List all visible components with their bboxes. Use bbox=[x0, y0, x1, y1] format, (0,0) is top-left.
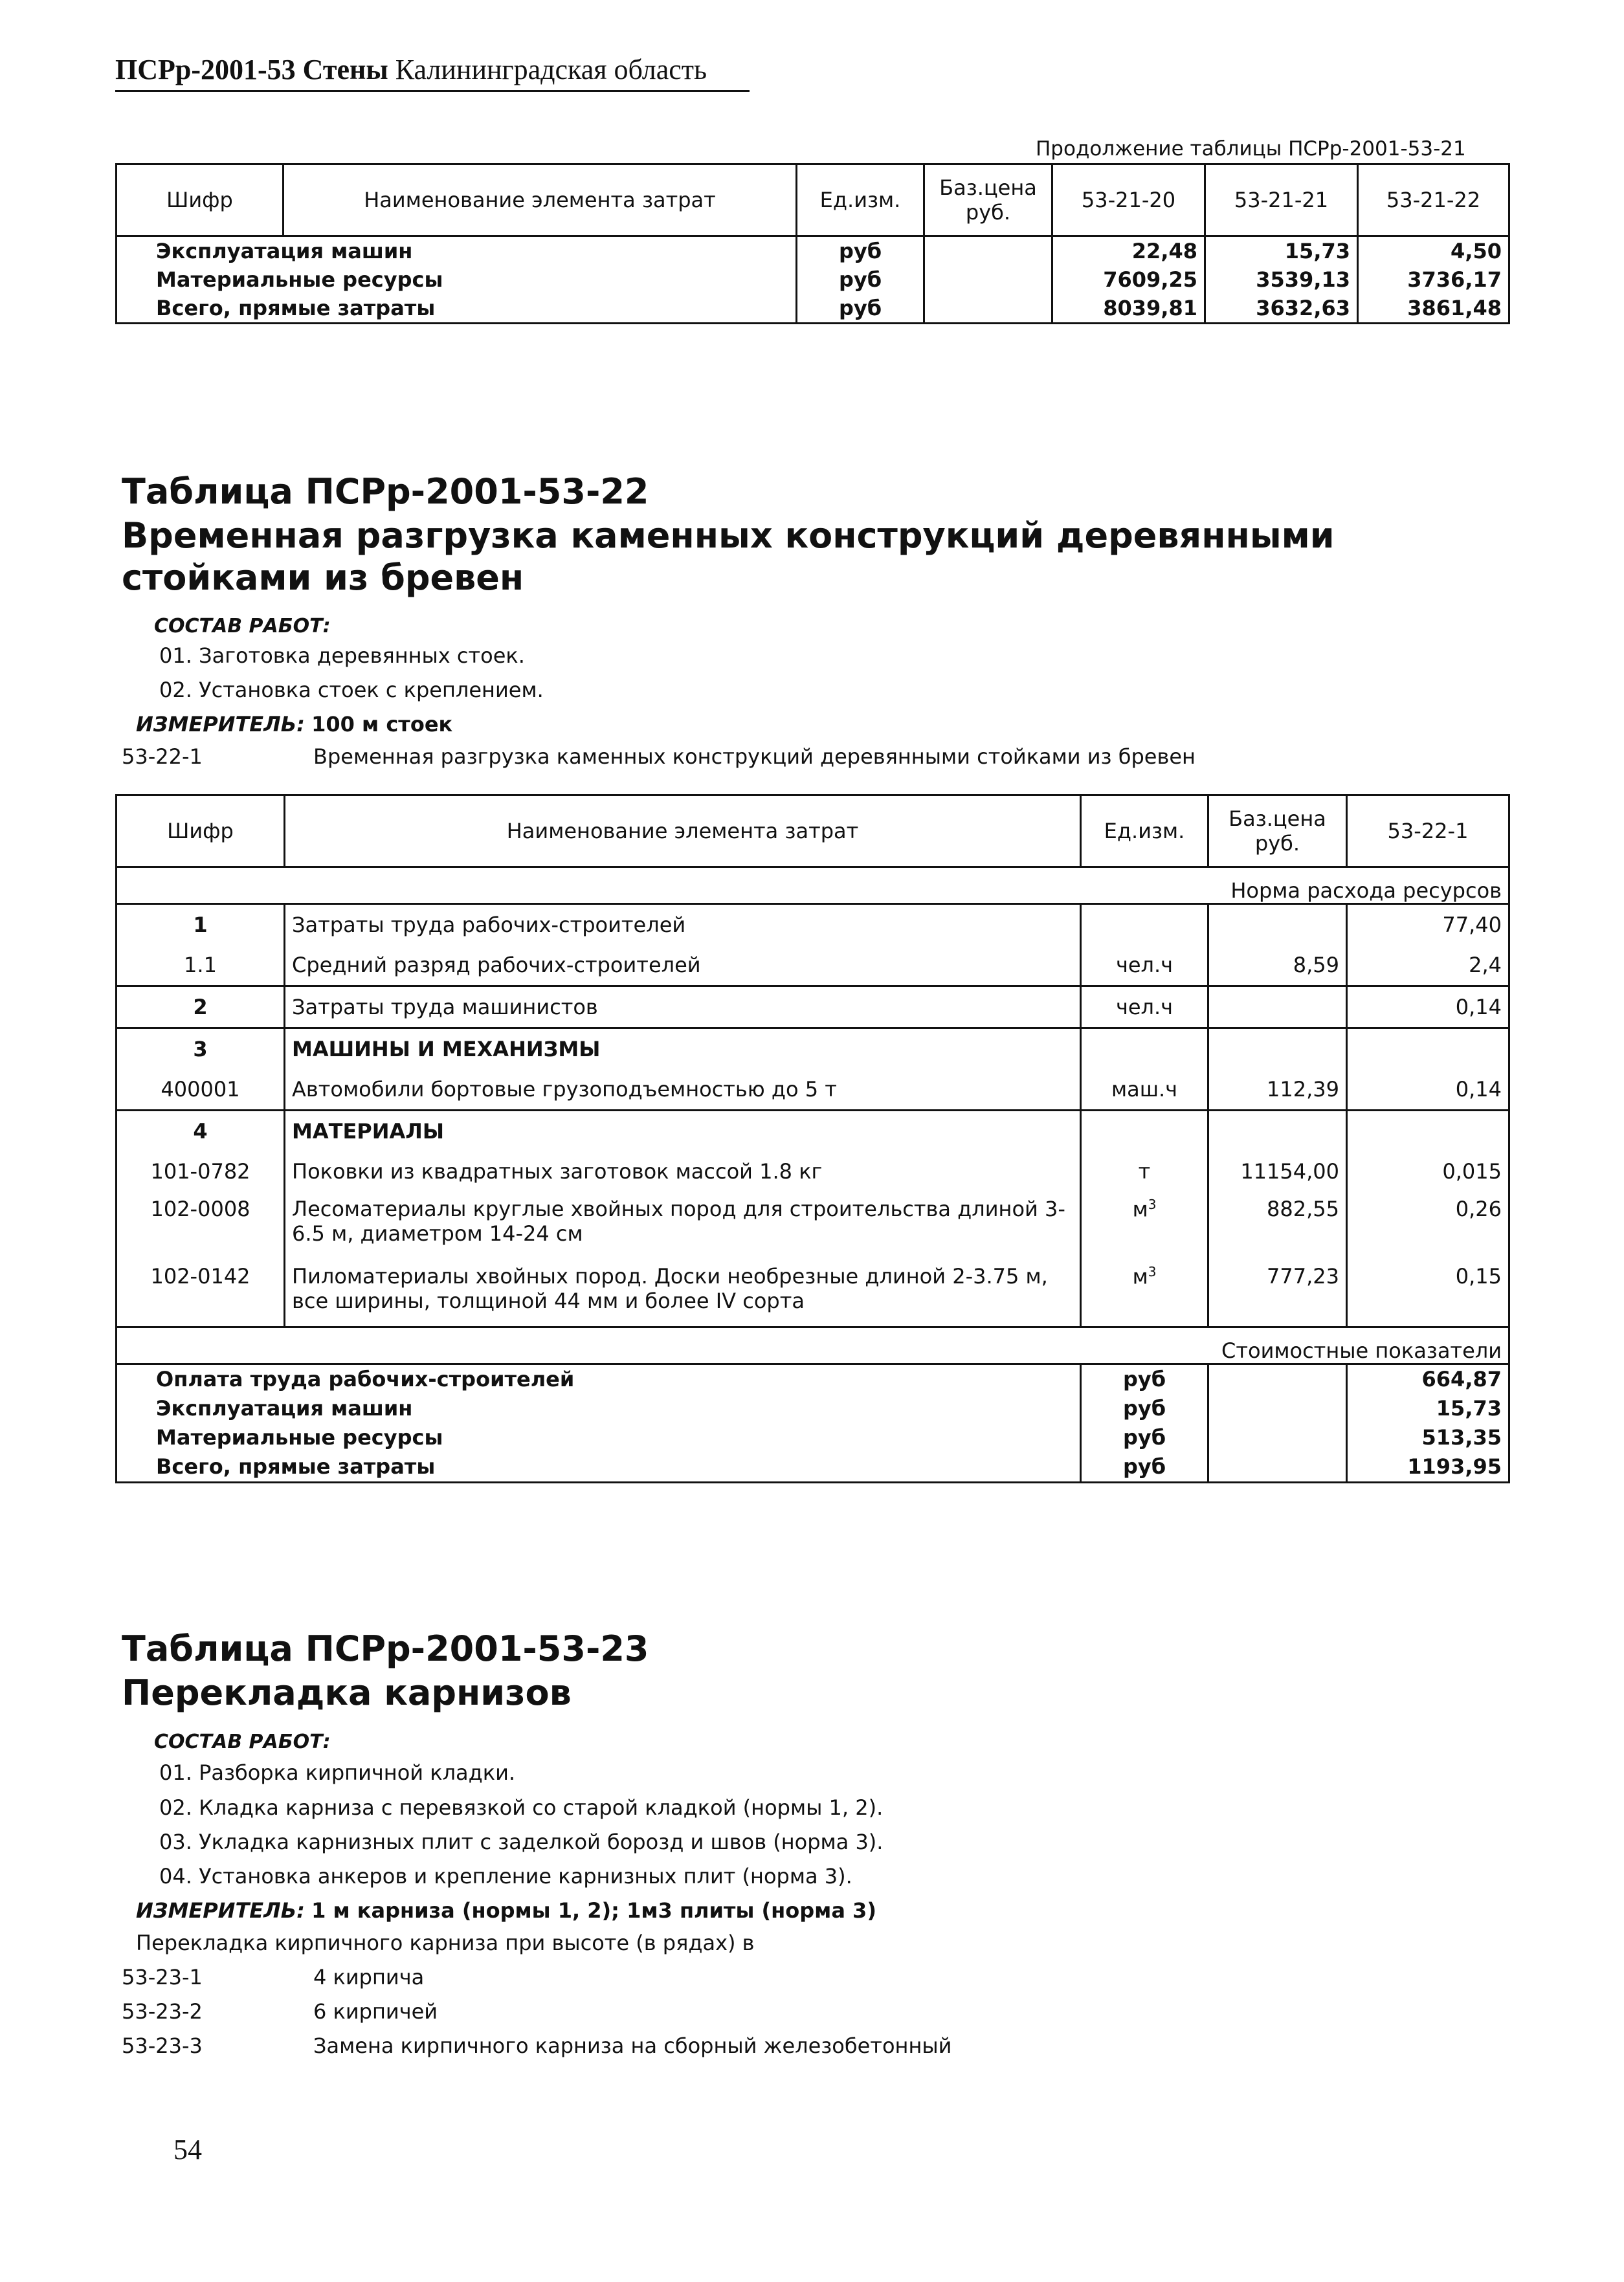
row-price bbox=[924, 265, 1052, 294]
row-unit: руб bbox=[1081, 1394, 1208, 1423]
col-header-code: Шифр bbox=[117, 795, 285, 867]
row-price bbox=[1208, 1394, 1347, 1423]
work-item: 02. Установка стоек с креплением. bbox=[159, 678, 544, 702]
row-unit bbox=[1081, 1028, 1208, 1070]
norm-intro: Перекладка кирпичного карниза при высоте (в рядах) в bbox=[136, 1931, 755, 1955]
row-value: 3539,13 bbox=[1205, 265, 1358, 294]
row-unit bbox=[1081, 904, 1208, 946]
row-name: Всего, прямые затраты bbox=[117, 1452, 1081, 1483]
row-name: Оплата труда рабочих-строителей bbox=[117, 1364, 1081, 1395]
row-value: 8039,81 bbox=[1052, 294, 1205, 324]
row-price: 777,23 bbox=[1208, 1259, 1347, 1327]
row-name: Средний разряд рабочих-строителей bbox=[285, 945, 1081, 986]
row-value: 0,14 bbox=[1347, 1069, 1509, 1111]
row-price bbox=[1208, 1028, 1347, 1070]
row-unit bbox=[1081, 1259, 1208, 1327]
table-row bbox=[117, 1394, 1509, 1423]
row-code: 4 bbox=[117, 1111, 285, 1152]
row-unit: руб bbox=[797, 265, 924, 294]
row-value: 1193,95 bbox=[1347, 1452, 1509, 1483]
row-value bbox=[1347, 1028, 1509, 1070]
table-row bbox=[117, 986, 1509, 1028]
row-code: 101-0782 bbox=[117, 1151, 285, 1191]
table-row bbox=[117, 265, 1509, 294]
row-value: 513,35 bbox=[1347, 1423, 1509, 1452]
table-22-title: Таблица ПСРр-2001-53-22 bbox=[122, 471, 649, 512]
measure-value: 1 м карниза (нормы 1, 2); 1м3 плиты (норма 3) bbox=[311, 1898, 876, 1923]
col-header-53-21-20: 53-21-20 bbox=[1052, 164, 1205, 236]
row-unit: чел.ч bbox=[1081, 945, 1208, 986]
row-value: 3861,48 bbox=[1358, 294, 1509, 324]
row-name: Всего, прямые затраты bbox=[117, 294, 797, 324]
table-row bbox=[117, 1151, 1509, 1191]
row-price bbox=[1208, 1423, 1347, 1452]
row-value: 3736,17 bbox=[1358, 265, 1509, 294]
row-price: 8,59 bbox=[1208, 945, 1347, 986]
table-22-subtitle: Временная разгрузка каменных конструкций деревянными стойками из бревен bbox=[122, 515, 1335, 598]
row-value bbox=[1347, 1111, 1509, 1152]
col-header-code: Шифр bbox=[117, 164, 284, 236]
table-row bbox=[117, 945, 1509, 986]
works-label: СОСТАВ РАБОТ: bbox=[154, 1731, 331, 1753]
table-53-21-continuation bbox=[115, 163, 1510, 324]
row-value: 3632,63 bbox=[1205, 294, 1358, 324]
row-name: Лесоматериалы круглые хвойных пород для строительства длиной 3-6.5 м, диаметром 14-24 см bbox=[285, 1191, 1081, 1259]
row-price: 11154,00 bbox=[1208, 1151, 1347, 1191]
row-unit: руб bbox=[1081, 1452, 1208, 1483]
unit-superscript: 3 bbox=[1148, 1264, 1157, 1279]
row-code: 102-0142 bbox=[117, 1259, 285, 1327]
row-unit: руб bbox=[797, 236, 924, 266]
table-23-subtitle: Перекладка карнизов bbox=[122, 1672, 572, 1713]
norm-code: 53-23-1 bbox=[122, 1965, 203, 1989]
row-code: 1.1 bbox=[117, 945, 285, 986]
row-unit: руб bbox=[1081, 1423, 1208, 1452]
row-name: Затраты труда рабочих-строителей bbox=[285, 904, 1081, 946]
unit-text: м bbox=[1132, 1197, 1148, 1222]
row-value: 15,73 bbox=[1205, 236, 1358, 266]
header-doc-code: ПСРр-2001-53 Стены bbox=[115, 54, 388, 85]
row-name: МАТЕРИАЛЫ bbox=[285, 1111, 1081, 1152]
work-item: 01. Разборка кирпичной кладки. bbox=[159, 1760, 516, 1785]
table-row bbox=[117, 236, 1509, 266]
unit-superscript: 3 bbox=[1148, 1197, 1157, 1212]
row-name: Материальные ресурсы bbox=[117, 265, 797, 294]
row-value: 2,4 bbox=[1347, 945, 1509, 986]
row-name: МАШИНЫ И МЕХАНИЗМЫ bbox=[285, 1028, 1081, 1070]
table-row bbox=[117, 1259, 1509, 1327]
table-row bbox=[117, 1452, 1509, 1483]
table-continuation-note: Продолжение таблицы ПСРр-2001-53-21 bbox=[1036, 137, 1466, 161]
band-row bbox=[117, 1327, 1509, 1364]
col-header-53-22-1: 53-22-1 bbox=[1347, 795, 1509, 867]
row-name: Пиломатериалы хвойных пород. Доски необрезные длиной 2-3.75 м, все ширины, толщиной 44 мм и более IV сорта bbox=[285, 1259, 1081, 1327]
row-code: 400001 bbox=[117, 1069, 285, 1111]
col-header-price: Баз.цена руб. bbox=[1208, 795, 1347, 867]
row-price bbox=[924, 236, 1052, 266]
band-cost-label: Стоимостные показатели bbox=[117, 1327, 1509, 1364]
row-unit bbox=[1081, 1191, 1208, 1259]
table-53-22 bbox=[115, 794, 1510, 1483]
row-price bbox=[1208, 1364, 1347, 1395]
row-unit bbox=[1081, 1111, 1208, 1152]
col-header-name: Наименование элемента затрат bbox=[285, 795, 1081, 867]
table-row bbox=[117, 1028, 1509, 1070]
row-price bbox=[924, 294, 1052, 324]
row-unit: руб bbox=[1081, 1364, 1208, 1395]
page-number: 54 bbox=[173, 2134, 202, 2166]
measure-line bbox=[136, 1898, 876, 1923]
row-unit: т bbox=[1081, 1151, 1208, 1191]
table-row bbox=[117, 1111, 1509, 1152]
col-header-unit: Ед.изм. bbox=[1081, 795, 1208, 867]
norm-description: 4 кирпича bbox=[313, 1965, 425, 1989]
table-23-title: Таблица ПСРр-2001-53-23 bbox=[122, 1628, 649, 1669]
measure-value: 100 м стоек bbox=[311, 712, 453, 737]
row-value: 77,40 bbox=[1347, 904, 1509, 946]
row-value: 15,73 bbox=[1347, 1394, 1509, 1423]
works-label: СОСТАВ РАБОТ: bbox=[154, 615, 331, 637]
col-header-unit: Ед.изм. bbox=[797, 164, 924, 236]
row-name: Автомобили бортовые грузоподъемностью до 5 т bbox=[285, 1069, 1081, 1111]
row-code: 1 bbox=[117, 904, 285, 946]
row-value: 664,87 bbox=[1347, 1364, 1509, 1395]
row-value: 0,015 bbox=[1347, 1151, 1509, 1191]
row-name: Поковки из квадратных заготовок массой 1.8 кг bbox=[285, 1151, 1081, 1191]
norm-description: Временная разгрузка каменных конструкций деревянными стойками из бревен bbox=[313, 744, 1196, 769]
work-item: 01. Заготовка деревянных стоек. bbox=[159, 643, 525, 668]
work-item: 03. Укладка карнизных плит с заделкой борозд и швов (норма 3). bbox=[159, 1830, 884, 1854]
row-value: 0,14 bbox=[1347, 986, 1509, 1028]
row-value: 0,15 bbox=[1347, 1259, 1509, 1327]
row-value: 22,48 bbox=[1052, 236, 1205, 266]
table-header-row bbox=[117, 164, 1509, 236]
unit-text: м bbox=[1132, 1264, 1148, 1289]
table-row bbox=[117, 1423, 1509, 1452]
measure-label: ИЗМЕРИТЕЛЬ: bbox=[136, 1898, 305, 1923]
col-header-53-21-21: 53-21-21 bbox=[1205, 164, 1358, 236]
table-header-row bbox=[117, 795, 1509, 867]
table-row bbox=[117, 294, 1509, 324]
band-row bbox=[117, 867, 1509, 904]
table-row bbox=[117, 1191, 1509, 1259]
row-price: 882,55 bbox=[1208, 1191, 1347, 1259]
band-norm-label: Норма расхода ресурсов bbox=[117, 867, 1509, 904]
row-value: 7609,25 bbox=[1052, 265, 1205, 294]
row-price bbox=[1208, 904, 1347, 946]
row-value: 0,26 bbox=[1347, 1191, 1509, 1259]
row-name: Эксплуатация машин bbox=[117, 1394, 1081, 1423]
measure-label: ИЗМЕРИТЕЛЬ: bbox=[136, 712, 305, 737]
norm-description: Замена кирпичного карниза на сборный железобетонный bbox=[313, 2033, 952, 2058]
col-header-name: Наименование элемента затрат bbox=[284, 164, 797, 236]
measure-line bbox=[136, 712, 452, 737]
norm-description: 6 кирпичей bbox=[313, 1999, 438, 2024]
col-header-price: Баз.цена руб. bbox=[924, 164, 1052, 236]
row-price: 112,39 bbox=[1208, 1069, 1347, 1111]
row-code: 2 bbox=[117, 986, 285, 1028]
norm-code: 53-23-2 bbox=[122, 1999, 203, 2024]
row-unit: чел.ч bbox=[1081, 986, 1208, 1028]
row-price bbox=[1208, 1452, 1347, 1483]
header-region: Калининградская область bbox=[395, 54, 707, 85]
row-name: Материальные ресурсы bbox=[117, 1423, 1081, 1452]
row-name: Затраты труда машинистов bbox=[285, 986, 1081, 1028]
row-unit: маш.ч bbox=[1081, 1069, 1208, 1111]
row-price bbox=[1208, 986, 1347, 1028]
page-header bbox=[115, 53, 750, 92]
table-row bbox=[117, 1069, 1509, 1111]
row-name: Эксплуатация машин bbox=[117, 236, 797, 266]
row-code: 3 bbox=[117, 1028, 285, 1070]
row-unit: руб bbox=[797, 294, 924, 324]
work-item: 04. Установка анкеров и крепление карнизных плит (норма 3). bbox=[159, 1864, 852, 1889]
work-item: 02. Кладка карниза с перевязкой со старой кладкой (нормы 1, 2). bbox=[159, 1795, 884, 1820]
norm-code: 53-22-1 bbox=[122, 744, 203, 769]
table-row bbox=[117, 904, 1509, 946]
col-header-53-21-22: 53-21-22 bbox=[1358, 164, 1509, 236]
table-row bbox=[117, 1364, 1509, 1395]
row-value: 4,50 bbox=[1358, 236, 1509, 266]
row-code: 102-0008 bbox=[117, 1191, 285, 1259]
row-price bbox=[1208, 1111, 1347, 1152]
norm-code: 53-23-3 bbox=[122, 2033, 203, 2058]
